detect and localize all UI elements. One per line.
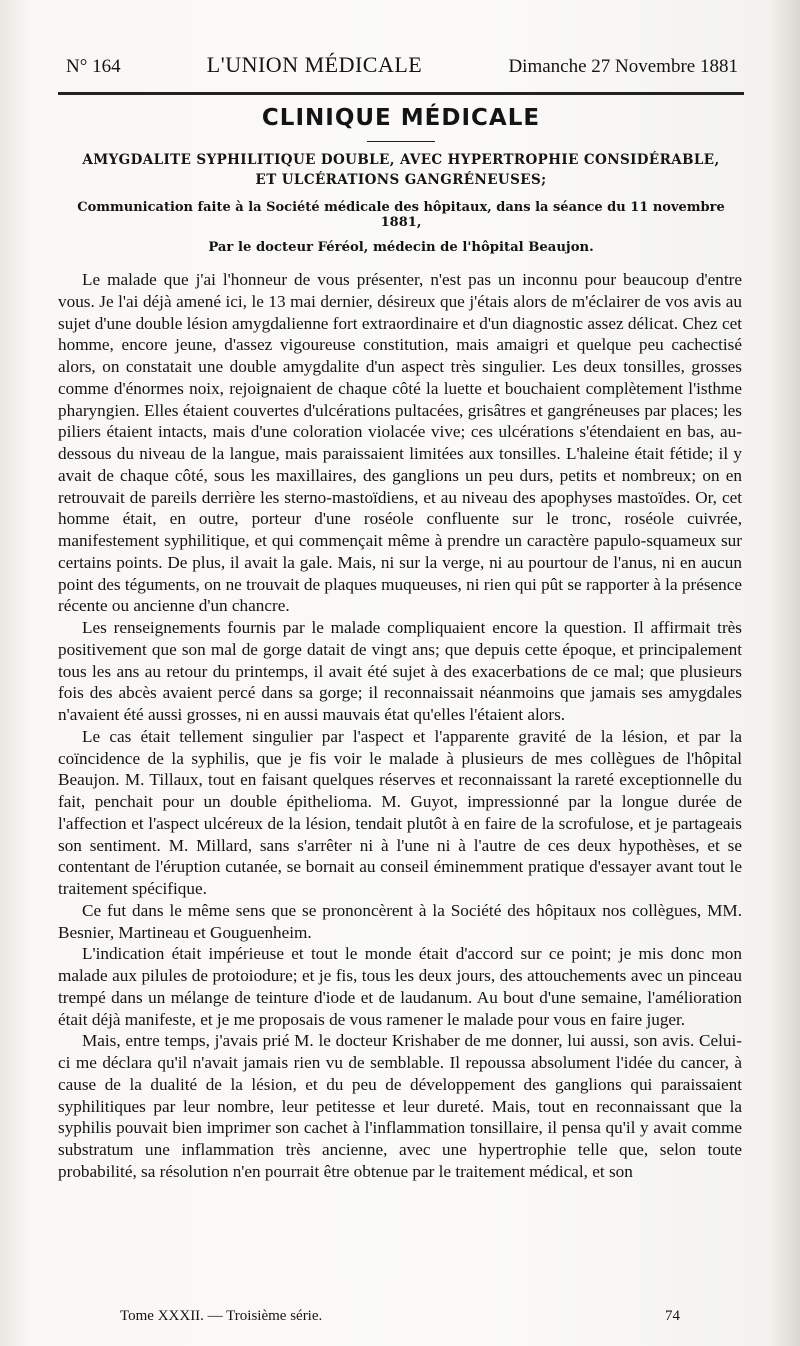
- author-line: Par le docteur Féréol, médecin de l'hôpital Beaujon.: [208, 240, 594, 255]
- page-number: 74: [665, 1308, 680, 1324]
- subtitle-line-2: ET ULCÉRATIONS GANGRÉNEUSES;: [255, 172, 547, 188]
- section-title: CLINIQUE MÉDICALE: [261, 105, 541, 131]
- paragraph: Les renseignements fournis par le malade compliquaient encore la question. Il affirmait très positivement que son mal de gorge datait de vingt ans; que depuis cette époque, et principalement tous les ans au retour du printemps, il avait été sujet à des exacerbations de ce mal; que plusieurs fois des abcès avaient percé dans sa gorge; il reconnaissait néanmoins que jamais ses amygdales n'avaient été aussi grosses, ni en aussi mauvais état qu'elles l'étaient alors.: [58, 618, 742, 724]
- communication-note: Communication faite à la Société médicale des hôpitaux, dans la séance du 11 novembre 1881,: [77, 200, 725, 230]
- paragraph: Le cas était tellement singulier par l'aspect et l'apparente gravité de la lésion, et par la coïncidence de la syphilis, que je fis voir le malade à plusieurs de mes collègues de l'hôpital Beaujon. M. Tillaux, tout en faisant quelques réserves et reconnaissant la rareté exceptionnelle du fait, penchait pour un double épithelioma. M. Guyot, impressionné par la longue durée de l'affection et l'aspect ulcéreux de la lésion, tendait plutôt à en faire de la scrofulose, et je partageais son sentiment. M. Millard, sans s'arrêter ni à l'une ni à l'autre de ces deux hypothèses, et se contentant de l'éruption cutanée, se bornait au conseil éminemment pratique d'essayer avant tout le traitement spécifique.: [58, 726, 742, 898]
- article-body: [58, 269, 744, 1183]
- subtitle-line-1: AMYGDALITE SYPHILITIQUE DOUBLE, AVEC HYPERTROPHIE CONSIDÉRABLE,: [82, 152, 720, 168]
- paragraph: Ce fut dans le même sens que se prononcèrent à la Société des hôpitaux nos collègues, MM. Besnier, Martineau et Gouguenheim.: [58, 900, 742, 942]
- paragraph: Le malade que j'ai l'honneur de vous présenter, n'est pas un inconnu pour beaucoup d'entre vous. Je l'ai déjà amené ici, le 13 mai dernier, désireux que j'étais alors de m'éclairer de vos avis au sujet d'une double lésion amygdalienne fort extraordinaire et d'un diagnostic assez délicat. Chez cet homme, encore jeune, d'assez vigoureuse constitution, mais amaigri et quelque peu cachectisé alors, on constatait une double amygdalite d'un aspect très singulier. Les deux tonsilles, grosses comme d'énormes noix, rejoignaient de chaque côté la luette et bouchaient complètement l'isthme pharyngien. Elles étaient couvertes d'ulcérations pultacées, grisâtres et gangréneuses par places; les piliers étaient intacts, mais d'une coloration violacée vive; ces ulcérations s'étendaient en bas, au-dessous du niveau de la langue, mais paraissaient limitées aux tonsilles. L'haleine était fétide; il y avait de chaque côté, sous les maxillaires, des ganglions un peu durs, petits et nombreux; on en retrouvait de pareils derrière les sterno-mastoïdiens, et au niveau des apophyses mastoïdes. Or, cet homme était, en outre, porteur d'une roséole confluente sur le tronc, roséole cuivrée, manifestement syphilitique, et qui commençait même à prendre un caractère papulo-squameux sur certains points. De plus, il avait la gale. Mais, ni sur la verge, ni au pourtour de l'anus, ni en aucun point des téguments, on ne trouvait de plaques muqueuses, ni rien qui pût se rapporter à la présence récente ou ancienne d'un chancre.: [58, 270, 742, 616]
- issue-number: N° 164: [66, 56, 121, 77]
- title-rule: [367, 141, 435, 142]
- paragraph: Mais, entre temps, j'avais prié M. le docteur Krishaber de me donner, lui aussi, son avis. Celui-ci me déclara qu'il n'avait jamais rien vu de semblable. Il repoussa absolument l'idée du cancer, à cause de la dualité de la lésion, et du peu de développement des ganglions qui paraissaient syphilitiques par leur nombre, leur petitesse et leur dureté. Mais, tout en reconnaissant que la syphilis pouvait bien imprimer son cachet à l'inflammation tonsillaire, il pensa qu'il y avait comme substratum une inflammation très ancienne, avec une hypertrophie telle que, selon toute probabilité, sa résolution n'en pourrait être obtenue par le traitement médical, et son: [58, 1031, 742, 1181]
- issue-date: Dimanche 27 Novembre 1881: [508, 56, 738, 77]
- article-subtitle: [58, 150, 744, 190]
- page-header: [58, 52, 744, 78]
- paragraph: L'indication était impérieuse et tout le monde était d'accord sur ce point; je mis donc mon malade aux pilules de protoiodure; et je fis, tous les deux jours, des attouchements avec un pinceau trempé dans un mélange de teinture d'iode et de laudanum. Au bout d'une semaine, l'amélioration était déjà manifeste, et je me proposais de vous ramener le malade pour vous en faire juger.: [58, 944, 742, 1029]
- page-footer: [120, 1308, 680, 1325]
- header-rule: [58, 92, 744, 95]
- tome-series: Tome XXXII. — Troisième série.: [120, 1308, 323, 1324]
- journal-title: L'UNION MÉDICALE: [206, 52, 423, 77]
